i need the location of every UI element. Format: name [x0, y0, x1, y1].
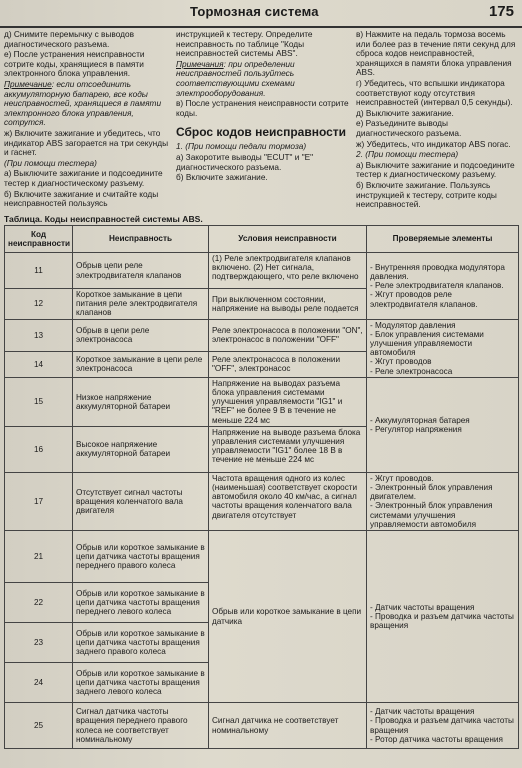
- table-row: [5, 319, 519, 351]
- table-row: [5, 377, 519, 426]
- column-header: Неисправность: [73, 226, 209, 253]
- element-item: - Модулятор давления: [370, 320, 456, 330]
- fault-cell: Обрыв в цепи реле электронасоса: [73, 319, 209, 351]
- fault-cell: Низкое напряжение аккумуляторной батареи: [73, 377, 209, 426]
- fault-code: 21: [5, 531, 73, 583]
- condition-cell: Обрыв или короткое замыкание в цепи датчика: [209, 531, 367, 703]
- header-title: Тормозная система: [190, 4, 319, 19]
- fault-code: 11: [5, 253, 73, 289]
- element-item: - Внутренняя проводка модулятора давления.: [370, 262, 505, 281]
- fault-code: 16: [5, 426, 73, 472]
- paragraph: инструкцией к тестеру. Определите неисправность по таблице "Коды неисправностей системы ABS".: [176, 29, 313, 59]
- table-row: [5, 253, 519, 289]
- elements-cell: [367, 377, 519, 472]
- fault-code: 13: [5, 319, 73, 351]
- fault-cell: Обрыв цепи реле электродвигателя клапанов: [73, 253, 209, 289]
- fault-code: 25: [5, 703, 73, 749]
- column-header: Код неисправности: [5, 226, 73, 253]
- subheading: 1. (При помощи педали тормоза): [176, 141, 307, 152]
- element-item: - Аккумуляторная батарея: [370, 415, 470, 425]
- paragraph: б) Включите зажигание. Пользуясь инструкцией к тестеру, сотрите коды неисправностей.: [356, 179, 497, 210]
- fault-code: 24: [5, 663, 73, 703]
- paragraph: б) Включите зажигание.: [176, 172, 268, 183]
- table-header-row: [5, 226, 519, 253]
- element-item: - Электронный блок управления системами улучшения управляемости автомобиля: [370, 501, 493, 529]
- text-column-3: [356, 30, 516, 211]
- table-row: [5, 472, 519, 530]
- elements-cell: [367, 319, 519, 377]
- elements-cell: [367, 253, 519, 320]
- text-column-2: [176, 30, 352, 184]
- note-text: : если отсоединить аккумуляторную батарею, все коды неисправностей, хранящиеся в памяти электронного блока управления, сотрутся.: [4, 78, 162, 128]
- paragraph: д) Выключите зажигание.: [356, 107, 454, 118]
- paragraph: б) Включите зажигание и считайте коды неисправностей пользуясь: [4, 188, 159, 209]
- note-label: Примечания: [176, 58, 224, 69]
- element-item: - Блок управления системами улучшения управляемости автомобиля: [370, 329, 484, 358]
- paragraph: е) Разъедините выводы диагностического разъема.: [356, 118, 462, 138]
- element-item: - Реле электродвигателя клапанов.: [370, 281, 504, 291]
- table-row: [5, 703, 519, 749]
- elements-cell: [367, 531, 519, 703]
- fault-cell: Короткое замыкание в цепи питания реле электродвигателя клапанов: [73, 289, 209, 320]
- subheading: 2. (При помощи тестера): [356, 149, 459, 160]
- fault-cell: Обрыв или короткое замыкание в цепи датчика частоты вращения заднего правого колеса: [73, 623, 209, 663]
- fault-code: 22: [5, 583, 73, 623]
- note-label: Примечание: [4, 78, 52, 89]
- condition-cell: Сигнал датчика не соответствует номинальному: [209, 703, 367, 749]
- subheading: (При помощи тестера): [4, 157, 97, 168]
- condition-cell: Реле электронасоса в положении "OFF", электронасос: [209, 351, 367, 377]
- condition-cell: При выключенном состоянии, напряжение на выводы реле подается: [209, 289, 367, 320]
- section-heading: Сброс кодов неисправности: [176, 125, 347, 140]
- note-text: : при определении неисправностей пользуйтесь соответствующими схемами электрооборудования.: [176, 58, 295, 98]
- paragraph: д) Снимите перемычку с выводов диагностического разъема.: [4, 29, 135, 49]
- fault-code: 14: [5, 351, 73, 377]
- element-item: - Жгут проводов.: [370, 473, 434, 483]
- table-row: [5, 531, 519, 583]
- element-item: - Жгут проводов: [370, 357, 432, 367]
- fault-cell: Высокое напряжение аккумуляторной батареи: [73, 426, 209, 472]
- page-header: [0, 0, 522, 28]
- fault-code: 12: [5, 289, 73, 320]
- element-item: - Проводка и разъем датчика частоты вращения: [370, 611, 514, 631]
- element-item: - Ротор датчика частоты вращения: [370, 734, 503, 744]
- element-item: - Датчик частоты вращения: [370, 602, 475, 612]
- element-item: - Реле электронасоса: [370, 366, 453, 376]
- page-number: 175: [488, 3, 514, 20]
- paragraph: а) Закоротите выводы "ECUT" и "E" диагностического разъема.: [176, 151, 314, 172]
- element-item: - Жгут проводов реле электродвигателя клапанов.: [370, 290, 478, 309]
- column-header: Условия неисправности: [209, 226, 367, 253]
- fault-cell: Отсутствует сигнал частоты вращения коленчатого вала двигателя: [73, 472, 209, 530]
- element-item: - Проводка и разъем датчика частоты вращения: [370, 716, 514, 735]
- paragraph: а) Выключите зажигание и подсоедините тестер к диагностическому разъему.: [4, 168, 163, 188]
- paragraph: ж) Убедитесь, что индикатор ABS погас.: [356, 138, 511, 149]
- paragraph: ж) Включите зажигание и убедитесь, что индикатор ABS загорается на три секунды и гаснет.: [4, 127, 169, 158]
- elements-cell: [367, 703, 519, 749]
- text-column-1: [4, 30, 170, 210]
- note-paragraph: [176, 60, 352, 98]
- condition-cell: Напряжение на выводах разъема блока управления системами улучшения управляемости "IG1" и "REF" не более 9 В в течение не меньше 224 мс: [209, 377, 367, 426]
- paragraph: в) Нажмите на педаль тормоза восемь или более раз в течение пяти секунд для сброса кодов неисправностей, хранящихся в памяти блока управления ABS.: [356, 29, 516, 78]
- condition-cell: Частота вращения одного из колес (наименьшая) соответствует скорости автомобиля около 40 км/час, а сигнал частоты вращения коленчатого вала двигателя отсутствует: [209, 472, 367, 530]
- fault-code-table: [4, 225, 519, 749]
- condition-cell: Реле электронасоса в положении "ON", электронасос в положении "OFF": [209, 319, 367, 351]
- element-item: - Электронный блок управления двигателем.: [370, 483, 493, 502]
- element-item: - Регулятор напряжения: [370, 424, 462, 434]
- fault-cell: Сигнал датчика частоты вращения переднего правого колеса не соответствует номинальному: [73, 703, 209, 749]
- paragraph: а) Выключите зажигание и подсоедините тестер к диагностическому разъему.: [356, 159, 515, 180]
- paragraph: в) После устранения неисправности сотрите коды.: [176, 98, 349, 118]
- fault-code: 17: [5, 472, 73, 530]
- condition-cell: (1) Реле электродвигателя клапанов включено. (2) Нет сигнала, подтверждающего, что реле включено: [209, 253, 367, 289]
- note-paragraph: [4, 80, 170, 128]
- table-caption: Таблица. Коды неисправностей системы ABS.: [4, 214, 203, 224]
- fault-code: 23: [5, 623, 73, 663]
- fault-cell: Короткое замыкание в цепи реле электронасоса: [73, 351, 209, 377]
- paragraph: е) После устранения неисправности сотрите коды, хранящиеся в памяти электронного блока управления.: [4, 49, 145, 79]
- fault-cell: Обрыв или короткое замыкание в цепи датчика частоты вращения переднего левого колеса: [73, 583, 209, 623]
- element-item: - Датчик частоты вращения: [370, 707, 475, 717]
- fault-cell: Обрыв или короткое замыкание в цепи датчика частоты вращения переднего правого колеса: [73, 531, 209, 583]
- column-header: Проверяемые элементы: [367, 226, 519, 253]
- condition-cell: Напряжение на выводе разъема блока управления системами улучшения управляемости "IG1" более 18 В в течение не меньше 224 мс: [209, 426, 367, 472]
- fault-cell: Обрыв или короткое замыкание в цепи датчика частоты вращения заднего левого колеса: [73, 663, 209, 703]
- paragraph: г) Убедитесь, что вспышки индикатора соответствуют коду отсутствия неисправностей (интервал 0,5 секунды).: [356, 77, 513, 108]
- fault-code: 15: [5, 377, 73, 426]
- elements-cell: [367, 472, 519, 530]
